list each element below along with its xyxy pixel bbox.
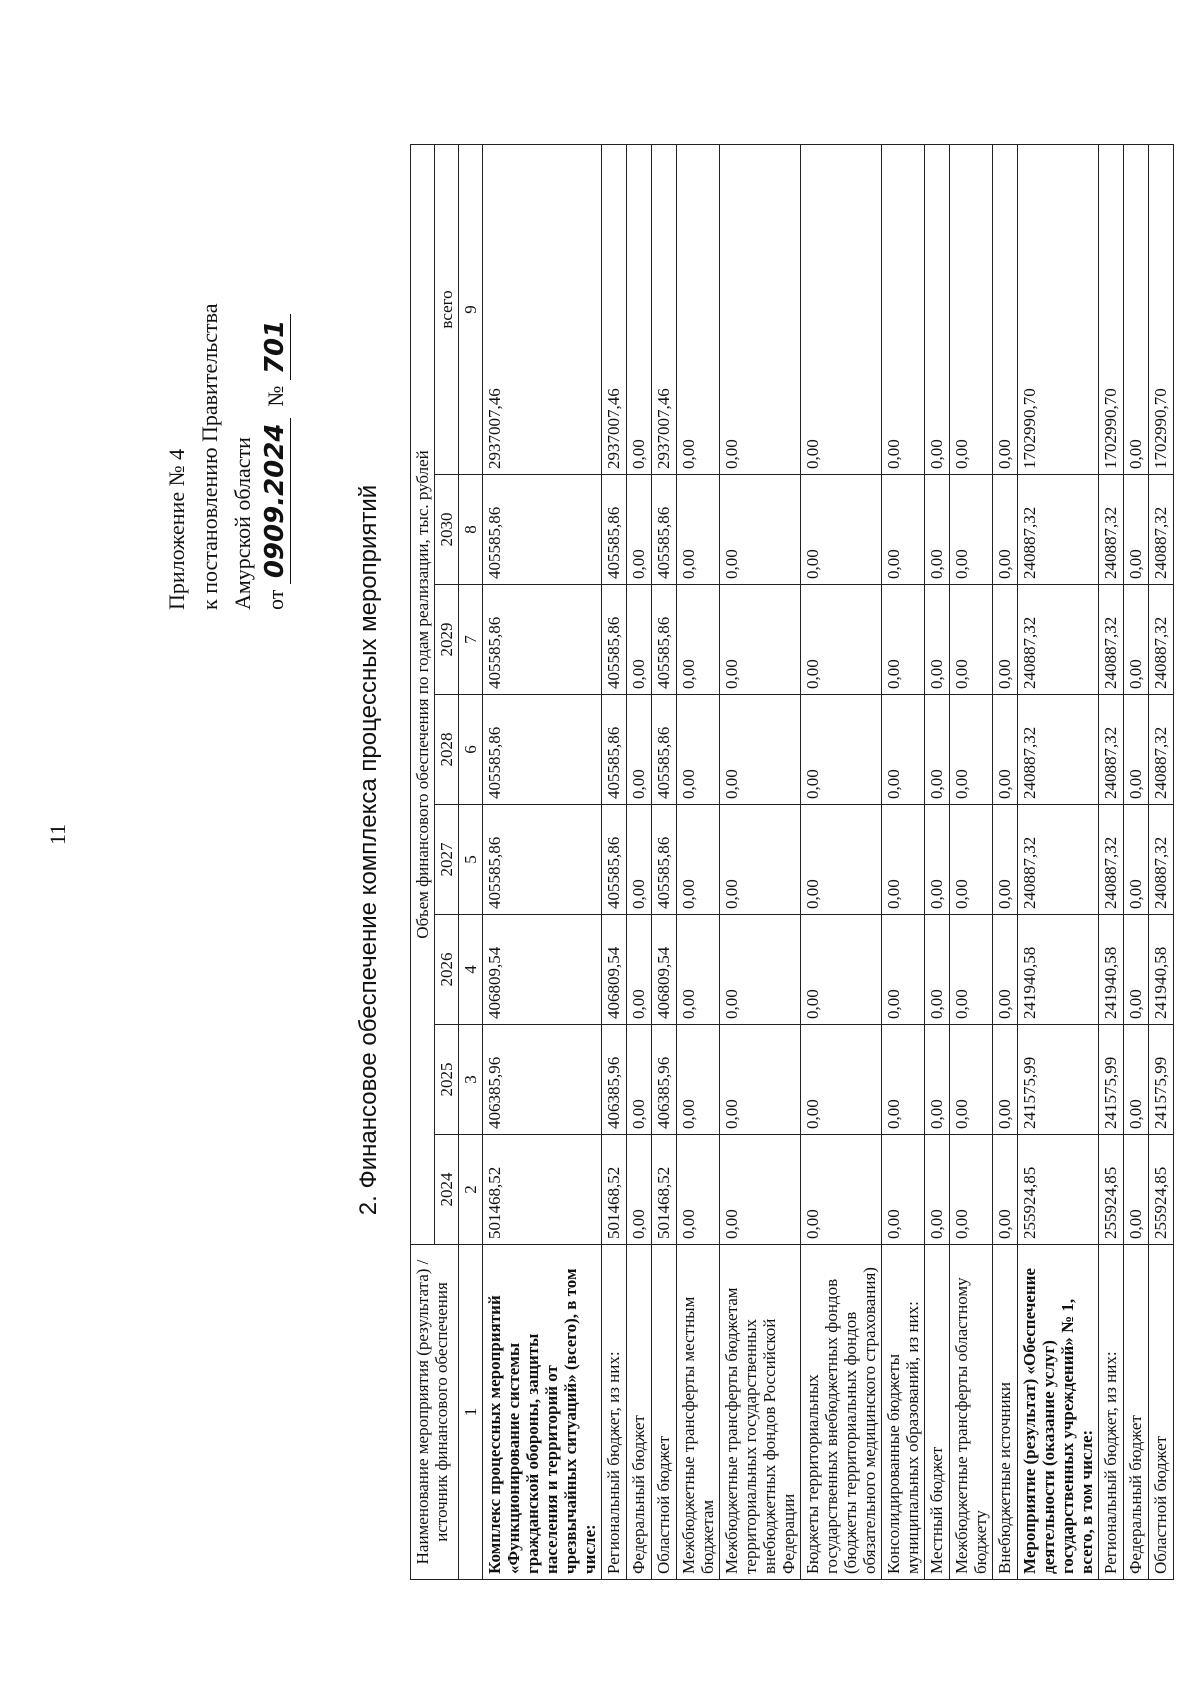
row-name: Межбюджетные трансферты областному бюджету	[950, 1245, 993, 1580]
row-value: 0,00	[677, 1135, 720, 1245]
appendix-header	[160, 304, 292, 610]
row-value: 240887,32	[1099, 475, 1124, 585]
row-value: 406809,54	[602, 915, 627, 1025]
row-value: 0,00	[627, 1025, 652, 1135]
row-name: Федеральный бюджет	[1124, 1245, 1149, 1580]
row-value: 0,00	[950, 585, 993, 695]
row-value: 0,00	[950, 144, 993, 474]
row-value: 501468,52	[652, 1135, 677, 1245]
name-column-header: Наименование мероприятия (результата) / источник финансового обеспечения	[411, 1245, 459, 1580]
row-value: 255924,85	[1018, 1135, 1099, 1245]
row-value: 0,00	[677, 915, 720, 1025]
table-row	[1099, 144, 1124, 1579]
row-value: 241940,58	[1018, 915, 1099, 1025]
row-value: 0,00	[950, 915, 993, 1025]
row-value: 405585,86	[602, 805, 627, 915]
row-value: 0,00	[801, 915, 882, 1025]
row-value: 0,00	[627, 144, 652, 474]
row-value: 0,00	[993, 805, 1018, 915]
row-value: 0,00	[801, 144, 882, 474]
row-value: 0,00	[801, 475, 882, 585]
column-number-row	[459, 144, 483, 1579]
number-label: №	[263, 385, 288, 407]
column-number: 2	[459, 1135, 483, 1245]
appendix-date-line	[259, 304, 292, 610]
table-row	[801, 144, 882, 1579]
row-value: 0,00	[801, 695, 882, 805]
row-value: 0,00	[993, 915, 1018, 1025]
row-value: 0,00	[950, 805, 993, 915]
row-value: 0,00	[677, 144, 720, 474]
row-value: 0,00	[925, 475, 950, 585]
row-value: 0,00	[720, 1135, 801, 1245]
row-value: 0,00	[720, 475, 801, 585]
row-value: 0,00	[925, 915, 950, 1025]
row-value: 0,00	[801, 585, 882, 695]
row-value: 1702990,70	[1099, 144, 1124, 474]
table-body	[483, 144, 1174, 1579]
row-value: 0,00	[677, 475, 720, 585]
table-row	[993, 144, 1018, 1579]
row-value: 0,00	[882, 144, 925, 474]
column-number: 8	[459, 475, 483, 585]
row-value: 240887,32	[1099, 695, 1124, 805]
row-value: 0,00	[627, 695, 652, 805]
row-value: 406385,96	[483, 1025, 602, 1135]
row-value: 0,00	[993, 1025, 1018, 1135]
column-number: 6	[459, 695, 483, 805]
row-value: 0,00	[720, 144, 801, 474]
row-value: 0,00	[882, 915, 925, 1025]
row-value: 0,00	[950, 695, 993, 805]
row-value: 255924,85	[1099, 1135, 1124, 1245]
column-number: 5	[459, 805, 483, 915]
row-name: Региональный бюджет, из них:	[602, 1245, 627, 1580]
row-name: Областной бюджет	[1149, 1245, 1174, 1580]
row-value: 0,00	[677, 585, 720, 695]
column-number: 7	[459, 585, 483, 695]
row-value: 406809,54	[652, 915, 677, 1025]
row-value: 405585,86	[483, 585, 602, 695]
table-row	[602, 144, 627, 1579]
table-row	[677, 144, 720, 1579]
row-name: Межбюджетные трансферты местным бюджетам	[677, 1245, 720, 1580]
row-value: 0,00	[1124, 144, 1149, 474]
row-name: Региональный бюджет, из них:	[1099, 1245, 1124, 1580]
year-header: 2027	[435, 805, 459, 915]
row-value: 240887,32	[1099, 805, 1124, 915]
row-value: 240887,32	[1018, 475, 1099, 585]
year-header: 2026	[435, 915, 459, 1025]
row-value: 0,00	[627, 475, 652, 585]
year-header: 2025	[435, 1025, 459, 1135]
row-value: 240887,32	[1018, 805, 1099, 915]
row-value: 0,00	[882, 1135, 925, 1245]
row-value: 0,00	[1124, 1025, 1149, 1135]
row-value: 501468,52	[483, 1135, 602, 1245]
row-value: 0,00	[1124, 915, 1149, 1025]
row-name: Федеральный бюджет	[627, 1245, 652, 1580]
row-value: 0,00	[925, 805, 950, 915]
row-value: 240887,32	[1149, 475, 1174, 585]
row-value: 0,00	[627, 1135, 652, 1245]
row-value: 0,00	[801, 1025, 882, 1135]
column-number: 9	[459, 144, 483, 474]
year-header: 2029	[435, 585, 459, 695]
appendix-line-1: Приложение № 4	[164, 448, 189, 610]
table-row	[1124, 144, 1149, 1579]
row-value: 0,00	[993, 475, 1018, 585]
row-value: 0,00	[677, 1025, 720, 1135]
row-value: 2937007,46	[652, 144, 677, 474]
row-value: 0,00	[925, 1025, 950, 1135]
row-value: 0,00	[801, 805, 882, 915]
row-value: 405585,86	[602, 695, 627, 805]
row-value: 0,00	[882, 695, 925, 805]
row-name: Комплекс процессных мероприятий «Функционирование системы гражданской обороны, защиты населения и территорий от чрезвычайных ситуаций» (всего), в том числе:	[483, 1245, 602, 1580]
row-value: 0,00	[882, 585, 925, 695]
row-value: 0,00	[882, 805, 925, 915]
row-name: Консолидированные бюджеты муниципальных образований, из них:	[882, 1245, 925, 1580]
row-value: 0,00	[925, 585, 950, 695]
row-value: 405585,86	[602, 475, 627, 585]
row-name: Мероприятие (результат) «Обеспечение деятельности (оказание услуг) государственных учреждений» № 1, всего, в том числе:	[1018, 1245, 1099, 1580]
handwritten-number: 701	[260, 314, 291, 380]
row-name: Внебюджетные источники	[993, 1245, 1018, 1580]
row-value: 241575,99	[1149, 1025, 1174, 1135]
row-value: 0,00	[993, 144, 1018, 474]
from-label: от	[263, 589, 288, 610]
row-name: Областной бюджет	[652, 1245, 677, 1580]
row-value: 241575,99	[1099, 1025, 1124, 1135]
table-row	[483, 144, 602, 1579]
table-row	[1018, 144, 1099, 1579]
row-value: 240887,32	[1099, 585, 1124, 695]
year-header: 2030	[435, 475, 459, 585]
row-value: 0,00	[925, 695, 950, 805]
table-row	[652, 144, 677, 1579]
table-row	[925, 144, 950, 1579]
row-value: 405585,86	[652, 585, 677, 695]
table-row	[950, 144, 993, 1579]
row-value: 0,00	[1124, 585, 1149, 695]
row-value: 1702990,70	[1149, 144, 1174, 474]
row-value: 0,00	[720, 915, 801, 1025]
column-number: 3	[459, 1025, 483, 1135]
row-value: 0,00	[801, 1135, 882, 1245]
row-value: 0,00	[993, 695, 1018, 805]
row-value: 2937007,46	[483, 144, 602, 474]
row-name: Бюджеты территориальных государственных внебюджетных фондов (бюджеты территориальных фондов обязательного медицинского страхования)	[801, 1245, 882, 1580]
row-value: 405585,86	[483, 475, 602, 585]
row-value: 0,00	[925, 144, 950, 474]
row-value: 241940,58	[1099, 915, 1124, 1025]
row-value: 240887,32	[1149, 585, 1174, 695]
row-value: 240887,32	[1149, 695, 1174, 805]
financing-table	[410, 144, 1174, 1580]
row-value: 0,00	[720, 585, 801, 695]
row-value: 0,00	[950, 1135, 993, 1245]
column-number: 4	[459, 915, 483, 1025]
row-value: 0,00	[1124, 1135, 1149, 1245]
row-value: 0,00	[720, 695, 801, 805]
row-value: 501468,52	[602, 1135, 627, 1245]
row-value: 0,00	[677, 805, 720, 915]
year-header: всего	[435, 144, 459, 474]
row-value: 0,00	[627, 585, 652, 695]
section-title: 2. Финансовое обеспечение комплекса процессных мероприятий	[355, 484, 382, 1216]
year-header: 2024	[435, 1135, 459, 1245]
row-value: 240887,32	[1018, 695, 1099, 805]
funding-group-header: Объем финансового обеспечения по годам реализации, тыс. рублей	[411, 144, 435, 1244]
row-value: 0,00	[925, 1135, 950, 1245]
row-value: 405585,86	[652, 805, 677, 915]
row-value: 0,00	[720, 1025, 801, 1135]
row-value: 0,00	[882, 475, 925, 585]
appendix-line-2: к постановлению Правительства	[197, 303, 222, 610]
row-value: 0,00	[882, 1025, 925, 1135]
handwritten-date: 0909.2024	[260, 418, 291, 585]
row-value: 0,00	[627, 805, 652, 915]
table-row	[1149, 144, 1174, 1579]
row-name: Местный бюджет	[925, 1245, 950, 1580]
row-value: 241940,58	[1149, 915, 1174, 1025]
table-row	[720, 144, 801, 1579]
appendix-line-3: Амурской области	[230, 437, 255, 610]
row-value: 0,00	[627, 915, 652, 1025]
table-row	[882, 144, 925, 1579]
row-value: 240887,32	[1149, 805, 1174, 915]
row-value: 0,00	[677, 695, 720, 805]
row-value: 406385,96	[602, 1025, 627, 1135]
row-value: 0,00	[720, 805, 801, 915]
row-value: 405585,86	[652, 695, 677, 805]
row-value: 0,00	[1124, 805, 1149, 915]
row-value: 0,00	[950, 475, 993, 585]
row-value: 405585,86	[602, 585, 627, 695]
row-value: 406809,54	[483, 915, 602, 1025]
row-value: 0,00	[993, 1135, 1018, 1245]
row-value: 405585,86	[483, 805, 602, 915]
row-value: 0,00	[950, 1025, 993, 1135]
row-name: Межбюджетные трансферты бюджетам территориальных государственных внебюджетных фондов Российской Федерации	[720, 1245, 801, 1580]
row-value: 255924,85	[1149, 1135, 1174, 1245]
row-value: 0,00	[993, 585, 1018, 695]
row-value: 406385,96	[652, 1025, 677, 1135]
page-number: 11	[45, 823, 70, 845]
row-value: 405585,86	[652, 475, 677, 585]
column-number: 1	[459, 1245, 483, 1580]
row-value: 2937007,46	[602, 144, 627, 474]
year-header: 2028	[435, 695, 459, 805]
row-value: 0,00	[1124, 475, 1149, 585]
row-value: 241575,99	[1018, 1025, 1099, 1135]
row-value: 0,00	[1124, 695, 1149, 805]
table-row	[627, 144, 652, 1579]
row-value: 1702990,70	[1018, 144, 1099, 474]
row-value: 240887,32	[1018, 585, 1099, 695]
row-value: 405585,86	[483, 695, 602, 805]
